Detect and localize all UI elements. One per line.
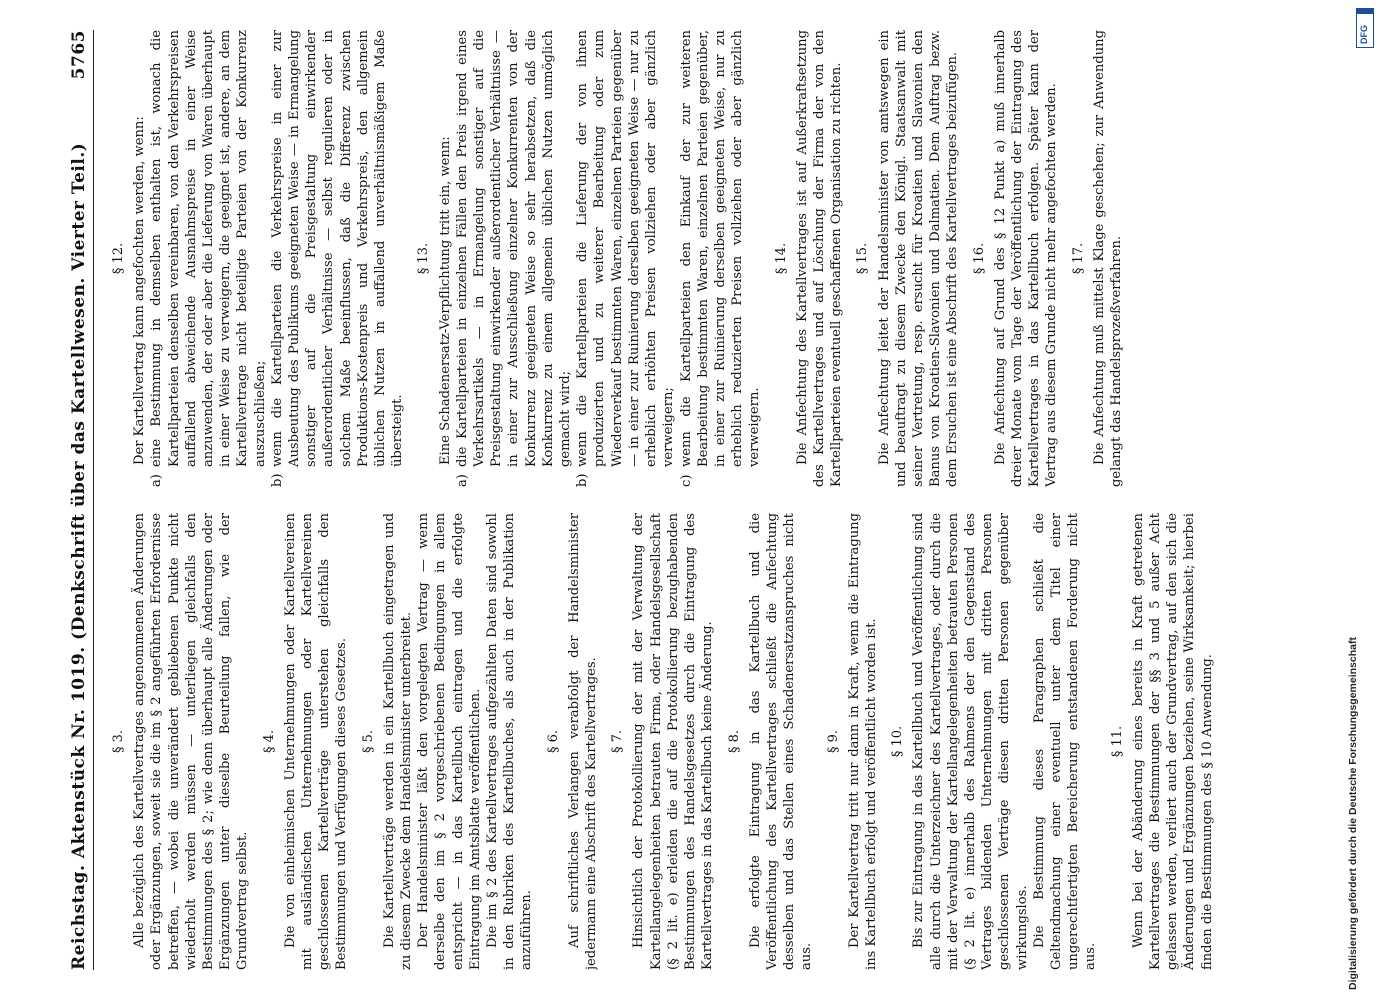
watermark-strip — [1341, 0, 1381, 1000]
list-item — [678, 30, 764, 487]
section-heading: § 7. — [610, 729, 626, 754]
section-heading: § 8. — [726, 729, 742, 754]
digitization-credit: Digitalisierung gefördert durch die Deutsche Forschungsgemeinschaft — [1347, 637, 1359, 990]
paragraph: Die erfolgte Eintragung in das Kartellbuch und die Veröffentlichung des Kartellvertrages schließt die Anfechtung desselben und das Stellen eines Schadenersatzanspruches nicht aus. — [747, 513, 815, 970]
list-item-text: wenn die Kartellparteien die Lieferung der von ihnen produzierten und zu weiterer Bearbeitung oder zum Wiederverkauf bestimmten Waren, einzelnen Parteien gegenüber — in einer zur Ruinierung derselben geeigneten Weise — nur zu erheblich erhöhten Preisen vollziehen oder aber gänzlich verweigern; — [575, 30, 677, 467]
paragraph: Auf schriftliches Verlangen verabfolgt der Handelsminister jedermann eine Abschrift des Kartellvertrages. — [566, 513, 600, 970]
list-item-text: wenn die Kartellparteien den Einkauf der zur weiteren Bearbeitung bestimmten Waren, einzelnen Parteien gegenüber, in einer zur Ruinierung derselben geeigneten Weise, nur zu erheblich reduzierten Preisen vollziehen oder aber gänzlich verweigern. — [678, 30, 763, 467]
list-item — [148, 30, 268, 487]
section-heading: § 9. — [825, 729, 841, 754]
list-item — [454, 30, 574, 487]
page-number: 5765 — [69, 30, 89, 80]
paragraph: Die im § 2 des Kartellvertrages aufgezählten Daten sind sowohl in den Rubriken des Kartellbuches, als auch in der Publikation anzuführen. — [485, 513, 535, 970]
paragraph: Die Anfechtung auf Grund des § 12 Punkt a) muß innerhalb dreier Monate vom Tage der Veröffentlichung der Eintragung des Kartellvertrages in das Kartellbuch erfolgen. Später kann der Vertrag aus diesem Grunde nicht mehr angefochten werden. — [992, 30, 1060, 487]
list-item-label: c) — [678, 474, 694, 487]
paragraph: Bis zur Eintragung in das Kartellbuch und Veröffentlichung sind alle durch die Unterzeichner des Kartellvertrages, oder durch die mit der Verwaltung der Kartellangelegenheiten betrauten Personen (§ 2 lit. e) innerhalb des Rahmens der den Gegenstand des Vertrages bildenden Unternehmungen mit dritten Personen geschlossenen Verträge diesen dritten Personen gegenüber wirkungslos. — [911, 513, 1030, 970]
paragraph: Die Anfechtung muß mittelst Klage geschehen; zur Anwendung gelangt das Handelsprozeßverfahren. — [1091, 30, 1124, 487]
list-item-label: b) — [269, 473, 285, 487]
right-column — [101, 30, 1325, 487]
paragraph: Die Anfechtung des Kartellvertrages ist auf Außerkraftsetzung des Kartellvertrages und auf Löschung der Firma der von den Kartellparteien eventuell geschaffenen Organisation zu richten. — [794, 30, 845, 487]
section-heading: § 5. — [360, 729, 376, 754]
list-item-label: b) — [575, 473, 591, 487]
section-heading: § 17. — [1070, 242, 1086, 275]
paragraph: Alle bezüglich des Kartellvertrages angenommenen Änderungen oder Ergänzungen, soweit sie die im § 2 angeführten Erfordernisse betreffen, — wobei die unverändert gebliebenen Punkte nicht wiederholt werden müssen — unterliegen gleichfalls den Bestimmungen des § 2; wie denn überhaupt alle Änderungen oder Ergänzungen unter dieselbe Beurteilung fallen, wie der Grundvertrag selbst. — [132, 513, 251, 970]
section-heading: § 13. — [416, 242, 432, 275]
paragraph: Die Anfechtung leitet der Handelsminister von amtswegen ein und beauftragt zu diesem Zwecke den Königl. Staatsanwalt mit seiner Vertretung, resp. ersucht für Kroatien und Slavonien den Banus von Kroatien-Slavonien und Dalmatien. Dem Auftrag bezw. dem Ersuchen ist eine Abschrift des Kartellvertrages beizufügen. — [876, 30, 961, 487]
list-item-text: die Kartellparteien in einzelnen Fällen den Preis irgend eines Verkehrsartikels — in Ermangelung sonstiger auf die Preisgestaltung einwirkender außerordentlicher Verhältnisse — in einer zur Ausschließung einzelner Konkurrenten von der Konkurrenz geeigneten Weise so sehr herabsetzen, daß die Konkurrenz zu einem allgemein üblichen Nutzen unmöglich gemacht wird; — [454, 30, 574, 467]
left-column — [101, 513, 1325, 970]
paragraph: Wenn bei der Abänderung eines bereits in Kraft getretenen Kartellvertrages die Bestimmungen der §§ 3 und 5 außer Acht gelassen werden, verliert auch der Grundvertrag, auf den sich die Änderungen und Ergänzungen beziehen, seine Wirksamkeit; hierbei finden die Bestimmungen des § 10 Anwendung. — [1130, 513, 1215, 970]
list-item — [574, 30, 677, 487]
paragraph: Die Kartellverträge werden in ein Kartellbuch eingetragen und zu diesem Zwecke dem Handelsminister unterbreitet. — [381, 513, 415, 970]
dfg-logo — [1356, 8, 1374, 48]
paragraph: Der Kartellvertrag kann angefochten werden, wenn: — [132, 116, 148, 465]
rotated-page — [45, 0, 1335, 1000]
section-heading: § 11. — [1109, 725, 1125, 758]
list-item-label: a) — [149, 474, 165, 487]
section-heading: § 4. — [261, 729, 277, 754]
section-heading: § 3. — [111, 729, 126, 754]
list-item-label: a) — [454, 474, 470, 487]
section-heading: § 10. — [890, 725, 906, 758]
paragraph: Die Bestimmung dieses Paragraphen schließt die Geltendmachung einer eventuell unter dem Titel einer ungerechtfertigten Bereicherung entstandenen Forderung nicht aus. — [1031, 513, 1099, 970]
header-title: Reichstag. Aktenstück Nr. 1019. (Denkschrift über das Kartellwesen. Vierter Teil.) — [69, 142, 89, 970]
section-heading: § 14. — [773, 242, 789, 275]
paragraph: Der Handelsminister läßt den vorgelegten Vertrag — wenn derselbe den im § 2 vorgeschriebenen Bedingungen in allem entspricht — in das Kartellbuch eintragen und die erfolgte Eintragung im Amtsblatte veröffentlichen. — [416, 513, 483, 970]
list-item-text: eine Bestimmung in demselben enthalten ist, wonach die Kartellparteien denselben vereinbaren, von den Verkehrspreisen auffallend abweichende Ausnahmspreise in einer Weise anzuwenden, der oder aber die Lieferung von Waren überhaupt in einer Weise zu verweigern, die geeignet ist, andere, an dem Kartellvertrage nicht beteiligte Parteien von der Konkurrenz auszuschließen; — [149, 30, 268, 467]
section-heading: § 6. — [545, 729, 561, 754]
section-heading: § 12. — [111, 242, 126, 275]
paragraph: Die von einheimischen Unternehmungen oder Kartellvereinen mit ausländischen Unternehmungen oder Kartellvereinen geschlossenen Kartellverträge unterstehen gleichfalls den Bestimmungen und Verfügungen dieses Gesetzes. — [282, 513, 350, 970]
list-item-text: wenn die Kartellparteien die Verkehrspreise in einer zur Ausbeutung des Publikums geeigneten Weise — in Ermangelung sonstiger auf die Preisgestaltung einwirkender außerordentlicher Verhältnisse — selbst regulieren oder in solchem Maße beeinflussen, daß die Differenz zwischen Produktions-Kostenpreis und Verkehrspreis, den allgemein üblichen Nutzen in auffallend unverhältnismäßigem Maße übersteigt. — [269, 30, 406, 467]
dfg-logo-text: DFG — [1359, 25, 1369, 44]
running-header — [59, 30, 94, 970]
section-heading: § 16. — [971, 242, 987, 275]
text-columns — [101, 30, 1325, 970]
paragraph: Der Kartellvertrag tritt nur dann in Kraft, wenn die Eintragung ins Kartellbuch erfolgt und veröffentlicht worden ist. — [846, 513, 879, 970]
section-heading: § 15. — [855, 242, 871, 275]
paragraph: Eine Schadenersatz-Verpflichtung tritt ein, wenn: — [437, 136, 453, 465]
list-item — [269, 30, 407, 487]
paragraph: Hinsichtlich der Protokollierung der mit der Verwaltung der Kartellangelegenheiten betrauten Firma, oder Handelsgesellschaft (§ 2 lit. e) erleiden die auf die Protokollierung bezughabenden Bestimmungen des Handelsgesetzes durch die Eintragung des Kartellvertrages in das Kartellbuch keine Änderung. — [631, 513, 716, 970]
